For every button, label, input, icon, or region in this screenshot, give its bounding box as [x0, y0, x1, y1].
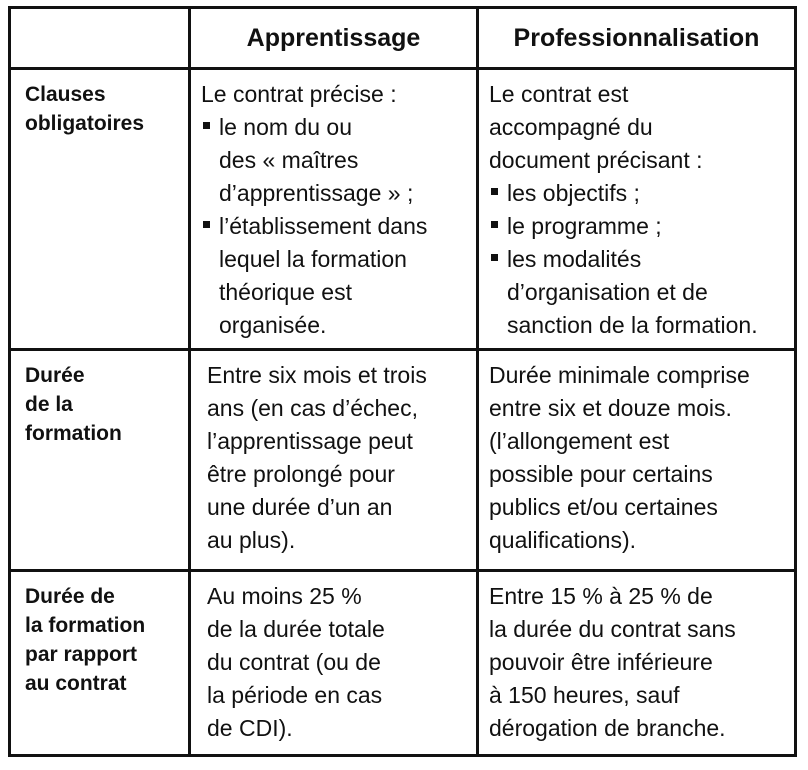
list-item: [489, 243, 786, 342]
header-row: [10, 8, 796, 69]
cell-intro-line: Le contrat est: [489, 81, 629, 107]
row-label-line: obligatoires: [25, 112, 145, 135]
list-item: [489, 210, 786, 243]
cell-text: [479, 70, 794, 342]
cell-line: entre six et douze mois.: [489, 395, 732, 421]
row-label-line: Durée: [25, 364, 85, 387]
comparison-table: [8, 6, 797, 757]
cell-text: [191, 351, 476, 557]
bullet-line: organisée.: [219, 312, 327, 338]
apprentissage-cell: [190, 69, 478, 350]
list-item: [489, 177, 786, 210]
bullet-line: les objectifs ;: [507, 180, 640, 206]
bullet-line: théorique est: [219, 279, 352, 305]
apprentissage-cell: [190, 350, 478, 571]
cell-line: à 150 heures, sauf: [489, 682, 680, 708]
cell-text: [191, 572, 476, 745]
cell-text: [479, 572, 794, 745]
header-apprentissage: Apprentissage: [190, 8, 478, 69]
cell-line: de CDI).: [207, 715, 293, 741]
row-clauses-obligatoires: [10, 69, 796, 350]
apprentissage-cell: [190, 571, 478, 756]
bullet-line: d’organisation et de: [507, 279, 708, 305]
bullet-line: les modalités: [507, 246, 642, 272]
cell-line: possible pour certains: [489, 461, 713, 487]
row-label: [11, 70, 188, 138]
row-label-line: Clauses: [25, 83, 106, 106]
square-bullet-icon: [491, 188, 498, 195]
cell-line: Entre six mois et trois: [207, 362, 427, 388]
header-empty-cell: [10, 8, 190, 69]
row-duree-formation: [10, 350, 796, 571]
row-label-cell: [10, 69, 190, 350]
cell-line: de la durée totale: [207, 616, 385, 642]
row-label-line: formation: [25, 422, 122, 445]
square-bullet-icon: [491, 254, 498, 261]
bullet-line: le nom du ou: [219, 114, 352, 140]
cell-line: Durée minimale comprise: [489, 362, 750, 388]
row-label: [11, 351, 188, 448]
bullet-line: sanction de la formation.: [507, 312, 758, 338]
cell-line: l’apprentissage peut: [207, 428, 413, 454]
square-bullet-icon: [203, 221, 210, 228]
square-bullet-icon: [203, 122, 210, 129]
square-bullet-icon: [491, 221, 498, 228]
row-label-line: Durée de: [25, 585, 115, 608]
cell-text: [191, 70, 476, 342]
cell-line: la période en cas: [207, 682, 383, 708]
bullet-line: des « maîtres: [219, 147, 359, 173]
cell-intro-line: Le contrat précise :: [201, 81, 397, 107]
list-item: [201, 210, 468, 342]
row-label-line: la formation: [25, 614, 146, 637]
professionnalisation-cell: [478, 350, 796, 571]
bullet-list: [201, 111, 468, 342]
professionnalisation-cell: [478, 69, 796, 350]
cell-line: qualifications).: [489, 527, 637, 553]
row-label-line: de la: [25, 393, 73, 416]
row-label-line: par rapport: [25, 643, 138, 666]
row-label-line: au contrat: [25, 672, 127, 695]
row-label: [11, 572, 188, 698]
header-professionnalisation: Professionnalisation: [478, 8, 796, 69]
bullet-line: d’apprentissage » ;: [219, 180, 414, 206]
cell-intro-line: document précisant :: [489, 147, 703, 173]
cell-line: pouvoir être inférieure: [489, 649, 713, 675]
cell-line: ans (en cas d’échec,: [207, 395, 418, 421]
cell-line: la durée du contrat sans: [489, 616, 736, 642]
cell-line: (l’allongement est: [489, 428, 670, 454]
cell-line: Au moins 25 %: [207, 583, 362, 609]
cell-intro-line: accompagné du: [489, 114, 653, 140]
professionnalisation-cell: [478, 571, 796, 756]
bullet-line: lequel la formation: [219, 246, 407, 272]
cell-line: une durée d’un an: [207, 494, 393, 520]
row-label-cell: [10, 571, 190, 756]
cell-line: du contrat (ou de: [207, 649, 381, 675]
row-label-cell: [10, 350, 190, 571]
cell-line: au plus).: [207, 527, 296, 553]
cell-line: dérogation de branche.: [489, 715, 726, 741]
cell-line: être prolongé pour: [207, 461, 395, 487]
bullet-line: le programme ;: [507, 213, 662, 239]
list-item: [201, 111, 468, 210]
cell-line: Entre 15 % à 25 % de: [489, 583, 713, 609]
cell-text: [479, 351, 794, 557]
bullet-line: l’établissement dans: [219, 213, 428, 239]
bullet-list: [489, 177, 786, 342]
cell-line: publics et/ou certaines: [489, 494, 718, 520]
row-duree-par-rapport-contrat: [10, 571, 796, 756]
